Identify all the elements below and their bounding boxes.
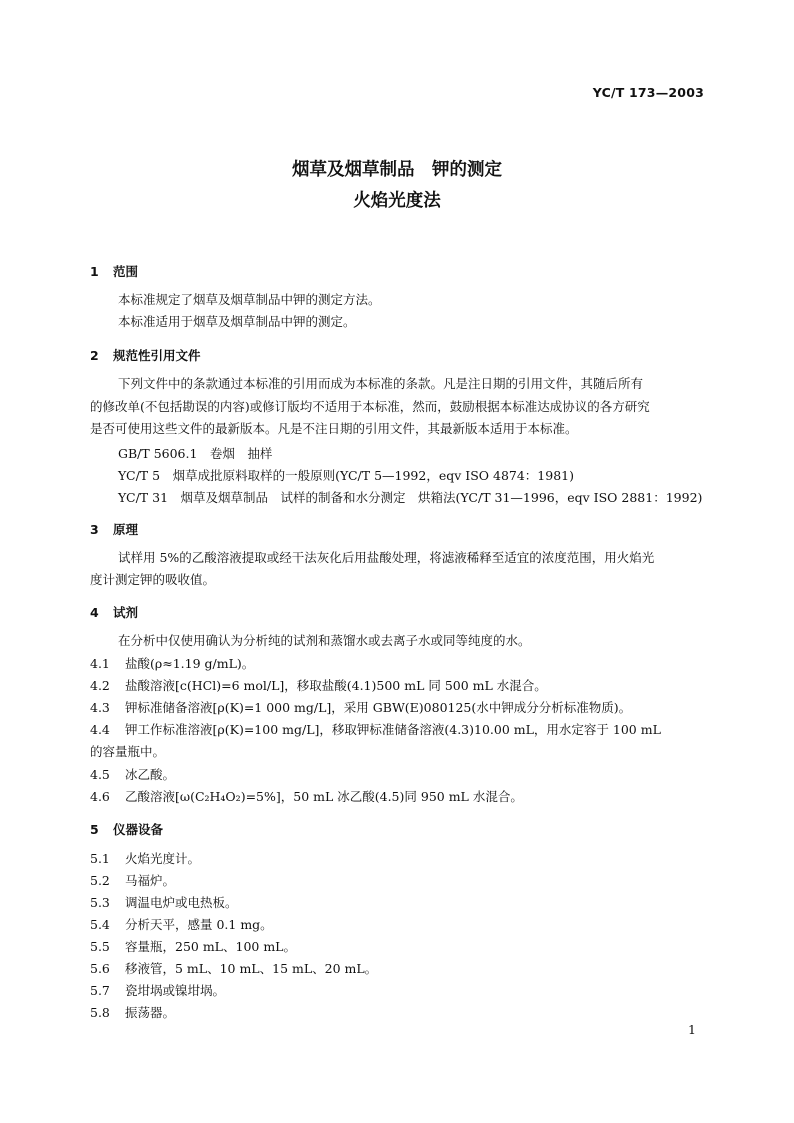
list-item	[90, 914, 273, 936]
section-number: 1	[90, 264, 99, 279]
item-number: 4.2	[90, 678, 110, 693]
list-item-continuation: 的容量瓶中。	[90, 744, 166, 759]
list-item	[90, 892, 238, 914]
section-number: 4	[90, 605, 99, 620]
section-number: 2	[90, 348, 99, 363]
paragraph: 本标准适用于烟草及烟草制品中钾的测定。	[118, 314, 356, 329]
item-number: 4.4	[90, 722, 110, 737]
paragraph-line: 试样用 5%的乙酸溶液提取或经干法灰化后用盐酸处理，将滤液稀释至适宜的浓度范围，用火焰光	[118, 550, 655, 565]
paragraph-line: 下列文件中的条款通过本标准的引用而成为本标准的条款。凡是注日期的引用文件，其随后所有	[118, 376, 644, 391]
reference-item: YC/T 5 烟草成批原料取样的一般原则(YC/T 5—1992，eqv ISO 4874：1981)	[118, 468, 574, 483]
reference-item: YC/T 31 烟草及烟草制品 试样的制备和水分测定 烘箱法(YC/T 31—1996，eqv ISO 2881：1992)	[118, 490, 703, 505]
item-text: 火焰光度计。	[125, 851, 201, 866]
section-heading-apparatus	[90, 820, 163, 838]
item-number: 4.5	[90, 767, 110, 782]
document-title: 烟草及烟草制品 钾的测定	[292, 160, 502, 180]
list-item	[90, 653, 254, 675]
item-text: 钾工作标准溶液[ρ(K)=100 mg/L]，移取钾标准储备溶液(4.3)10.00 mL，用水定容于 100 mL	[125, 722, 661, 737]
item-number: 4.6	[90, 789, 110, 804]
section-heading-reagents	[90, 603, 138, 621]
item-number: 4.1	[90, 656, 110, 671]
page-number: 1	[688, 1022, 696, 1037]
section-number: 5	[90, 822, 99, 837]
list-item	[90, 764, 175, 786]
paragraph-line: 的修改单(不包括勘误的内容)或修订版均不适用于本标准，然而，鼓励根据本标准达成协议的各方研究	[90, 399, 650, 414]
item-text: 冰乙酸。	[125, 767, 176, 782]
section-title: 试剂	[113, 605, 139, 620]
standard-code: YC/T 173—2003	[592, 85, 704, 100]
paragraph: 在分析中仅使用确认为分析纯的试剂和蒸馏水或去离子水或同等纯度的水。	[118, 633, 531, 648]
section-heading-scope	[90, 262, 138, 280]
list-item	[90, 958, 377, 980]
section-title: 原理	[113, 522, 139, 537]
list-item	[90, 786, 523, 808]
item-number: 5.1	[90, 851, 110, 866]
list-item	[90, 936, 296, 958]
paragraph-line: 是否可使用这些文件的最新版本。凡是不注日期的引用文件，其最新版本适用于本标准。	[90, 421, 578, 436]
item-text: 瓷坩埚或镍坩埚。	[125, 983, 226, 998]
item-number: 5.7	[90, 983, 110, 998]
item-text: 钾标准储备溶液[ρ(K)=1 000 mg/L]，采用 GBW(E)080125(水中钾成分分析标准物质)。	[125, 700, 632, 715]
item-text: 盐酸溶液[c(HCl)=6 mol/L]，移取盐酸(4.1)500 mL 同 500 mL 水混合。	[125, 678, 547, 693]
section-heading-normative-references	[90, 346, 201, 364]
list-item	[90, 675, 547, 697]
item-text: 盐酸(ρ≈1.19 g/mL)。	[125, 656, 255, 671]
list-item	[90, 697, 631, 719]
item-number: 5.2	[90, 873, 110, 888]
list-item	[90, 870, 175, 892]
reference-item: GB/T 5606.1 卷烟 抽样	[118, 446, 273, 461]
item-text: 容量瓶，250 mL、100 mL。	[125, 939, 296, 954]
list-item	[90, 980, 225, 1002]
item-number: 5.8	[90, 1005, 110, 1020]
paragraph-line: 度计测定钾的吸收值。	[90, 572, 216, 587]
item-text: 马福炉。	[125, 873, 176, 888]
section-heading-principle	[90, 520, 138, 538]
item-number: 4.3	[90, 700, 110, 715]
item-number: 5.3	[90, 895, 110, 910]
paragraph: 本标准规定了烟草及烟草制品中钾的测定方法。	[118, 292, 381, 307]
item-text: 调温电炉或电热板。	[125, 895, 238, 910]
list-item	[90, 719, 661, 741]
section-title: 范围	[113, 264, 139, 279]
item-text: 移液管，5 mL、10 mL、15 mL、20 mL。	[125, 961, 378, 976]
item-number: 5.5	[90, 939, 110, 954]
section-title: 仪器设备	[113, 822, 164, 837]
section-title: 规范性引用文件	[113, 348, 201, 363]
list-item	[90, 848, 200, 870]
list-item	[90, 1002, 175, 1024]
item-number: 5.6	[90, 961, 110, 976]
item-text: 乙酸溶液[ω(C₂H₄O₂)=5%]，50 mL 冰乙酸(4.5)同 950 mL 水混合。	[125, 789, 523, 804]
section-number: 3	[90, 522, 99, 537]
item-text: 振荡器。	[125, 1005, 176, 1020]
item-text: 分析天平，感量 0.1 mg。	[125, 917, 273, 932]
document-subtitle: 火焰光度法	[353, 191, 441, 211]
item-number: 5.4	[90, 917, 110, 932]
